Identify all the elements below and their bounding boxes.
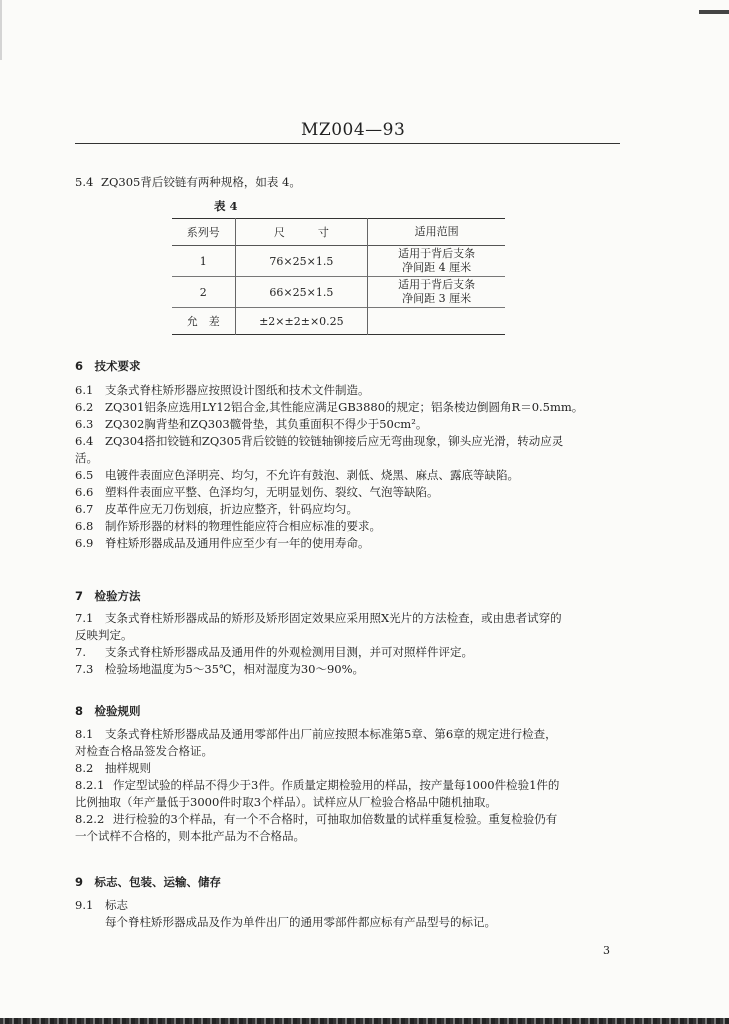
clause-5-4: 5.4 ZQ305背后铰链有两种规格，如表 4。 — [75, 175, 301, 189]
clause-6-7: 6.7 皮革件应无刀伤划痕，折边应整齐，针码应均匀。 — [75, 502, 358, 516]
section-9-body — [75, 897, 496, 931]
clause-8-2-1: 8.2.1 作定型试验的样品不得少于3件。作质量定期检验用的样品，按产量每1000件检验1件的 — [75, 778, 560, 792]
clause-8-1: 8.1 支条式脊柱矫形器成品及通用零部件出厂前应按照本标准第5章、第6章的规定进行检查， — [75, 727, 557, 741]
table-row: 2 66×25×1.5 适用于背后支条 净间距 3 厘米 — [172, 277, 505, 308]
header-size: 尺 寸 — [235, 219, 368, 246]
clause-8-2-2: 8.2.2 进行检验的3个样品，有一个不合格时，可抽取加倍数量的试样重复检验。重复检验仍有 — [75, 812, 558, 826]
spec-table — [172, 218, 505, 335]
clause-8-1-cont: 对检查合格品签发合格证。 — [75, 744, 213, 758]
header-series: 系列号 — [172, 219, 235, 246]
section-6-heading: 6 技术要求 — [75, 359, 141, 373]
document-code-header: MZ004—93 — [301, 120, 406, 140]
section-6-body — [75, 382, 583, 552]
clause-7-1-cont: 反映判定。 — [75, 628, 133, 642]
section-7-heading: 7 检验方法 — [75, 589, 141, 603]
page-number: 3 — [603, 944, 610, 957]
section-7-body — [75, 610, 562, 678]
clause-6-5: 6.5 电镀件表面应色泽明亮、均匀，不允许有鼓泡、剥低、烧黑、麻点、露底等缺陷。 — [75, 468, 519, 482]
clause-8-2: 8.2 抽样规则 — [75, 761, 151, 775]
section-8-heading: 8 检验规则 — [75, 704, 141, 718]
header-rule — [75, 143, 620, 144]
scan-edge-mark — [699, 10, 729, 14]
clause-6-3: 6.3 ZQ302胸背垫和ZQ303髋骨垫，其负重面积不得少于50cm²。 — [75, 417, 428, 431]
table-row-tolerance: 允 差 ±2×±2±×0.25 — [172, 308, 505, 335]
clause-8-2-2-cont: 一个试样不合格的，则本批产品为不合格品。 — [75, 829, 305, 843]
clause-6-9: 6.9 脊柱矫形器成品及通用件应至少有一年的使用寿命。 — [75, 536, 370, 550]
scan-edge-mark — [0, 1018, 729, 1024]
clause-7-1: 7.1 支条式脊柱矫形器成品的矫形及矫形固定效果应采用照X光片的方法检查，或由患者试穿的 — [75, 611, 562, 625]
clause-9-1: 9.1 标志 — [75, 898, 128, 912]
clause-8-2-1-cont: 比例抽取（年产量低于3000件时取3个样品）。试样应从厂检验合格品中随机抽取。 — [75, 795, 497, 809]
table-title: 表 4 — [214, 199, 238, 213]
clause-6-1: 6.1 支条式脊柱矫形器应按照设计图纸和技术文件制造。 — [75, 383, 370, 397]
clause-6-8: 6.8 制作矫形器的材料的物理性能应符合相应标准的要求。 — [75, 519, 381, 533]
clause-6-2: 6.2 ZQ301铝条应选用LY12铝合金,其性能应满足GB3880的规定；铝条棱边倒圆角R＝0.5mm。 — [75, 400, 584, 414]
scan-edge-mark — [0, 0, 42, 60]
clause-7-2: 7. 支条式脊柱矫形器成品及通用件的外观检测用目测，并可对照样件评定。 — [75, 645, 473, 659]
clause-7-3: 7.3 检验场地温度为5～35℃，相对湿度为30～90%。 — [75, 662, 365, 676]
section-8-body — [75, 726, 559, 845]
clause-6-4-cont: 活。 — [75, 451, 98, 465]
clause-9-1-text: 每个脊柱矫形器成品及作为单件出厂的通用零部件都应标有产品型号的标记。 — [105, 915, 496, 929]
section-9-heading: 9 标志、包装、运输、储存 — [75, 875, 222, 889]
header-scope: 适用范围 — [414, 225, 459, 238]
table-row: 1 76×25×1.5 适用于背后支条 净间距 4 厘米 — [172, 246, 505, 277]
clause-6-4: 6.4 ZQ304搭扣铰链和ZQ305背后铰链的铰链轴铆接后应无弯曲现象，铆头应光滑，转动应灵 — [75, 434, 564, 448]
clause-6-6: 6.6 塑料件表面应平整、色泽均匀，无明显划伤、裂纹、气泡等缺陷。 — [75, 485, 439, 499]
table-header-row — [172, 219, 505, 246]
